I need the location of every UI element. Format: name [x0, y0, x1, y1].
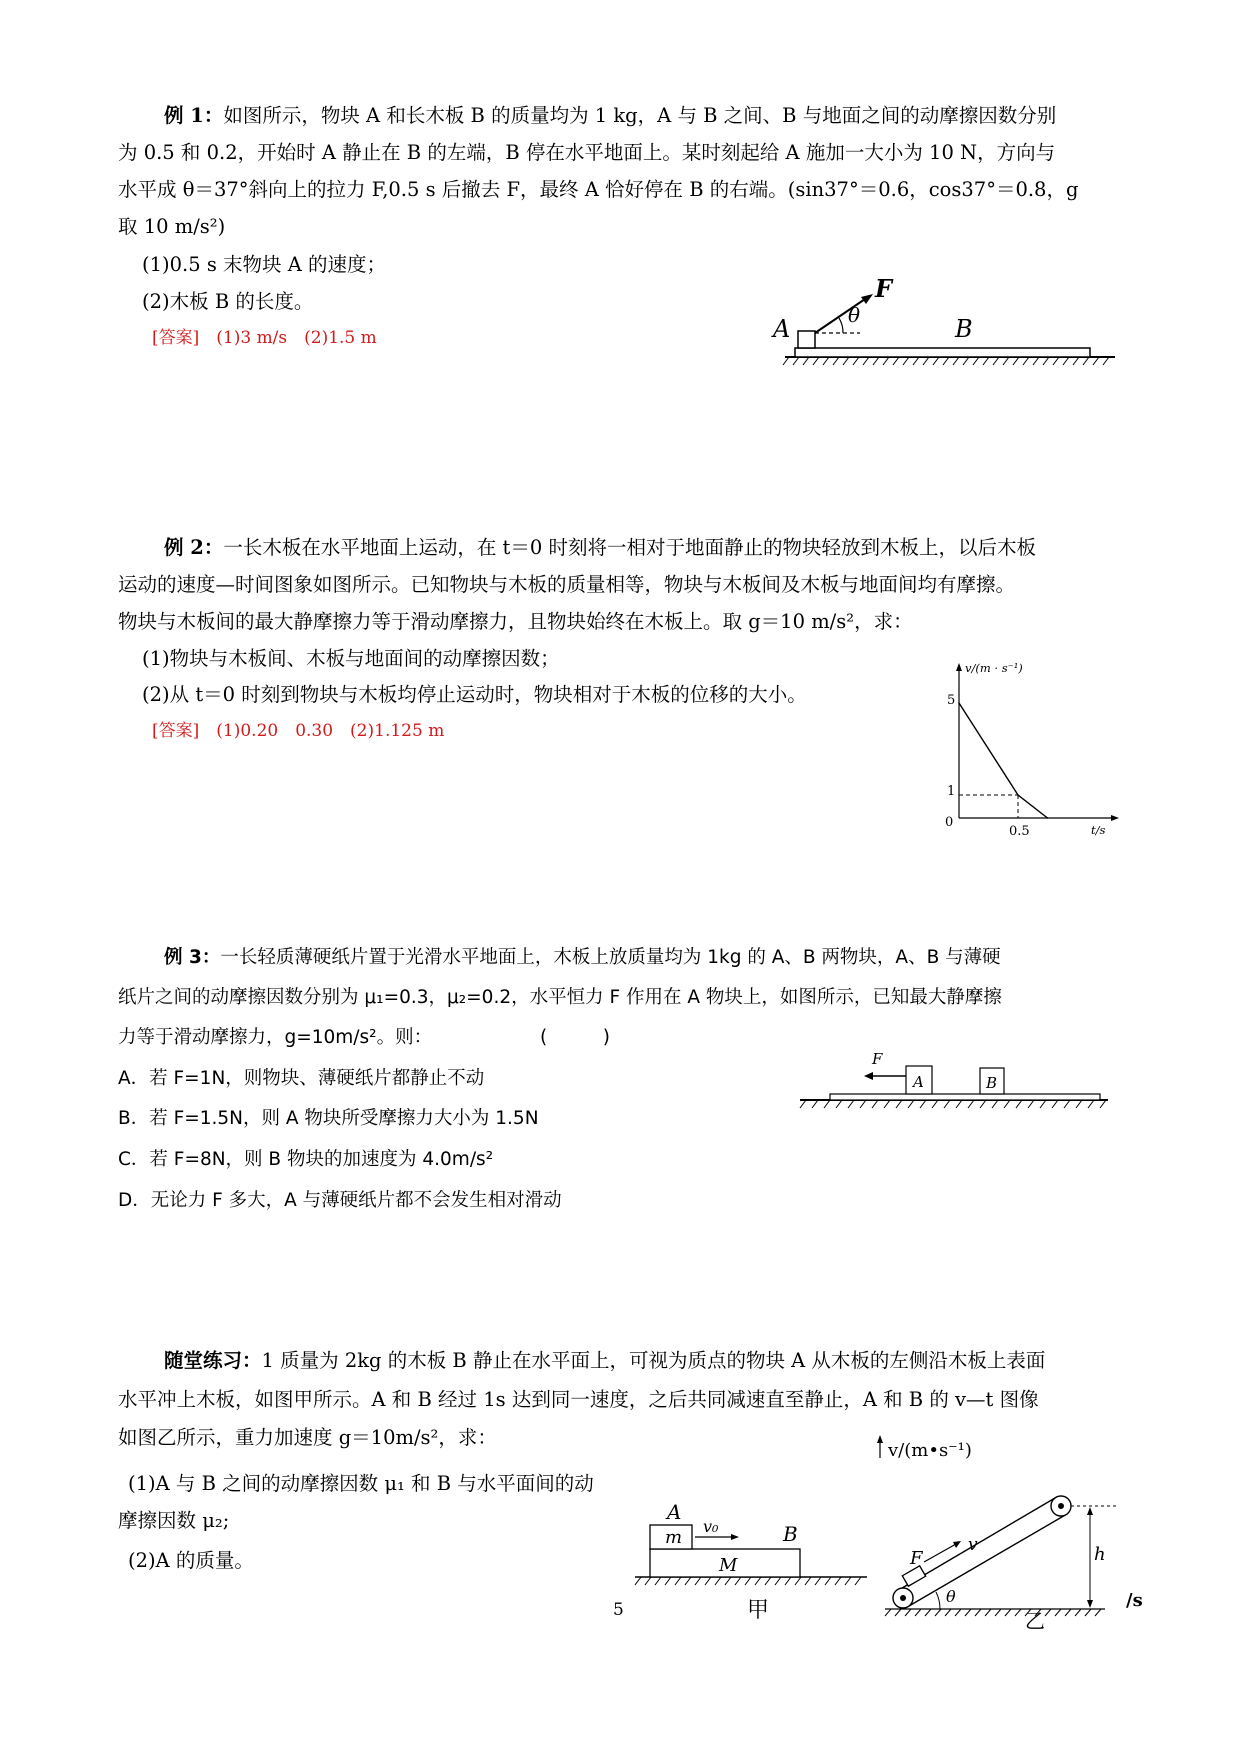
practice-figure-yi: [880, 1432, 1150, 1632]
ex3-answer-blank: ( ): [540, 1027, 610, 1048]
label-theta: θ: [848, 303, 861, 327]
label-a: A: [667, 1500, 682, 1524]
label-f: F: [875, 274, 893, 303]
caption-jia: 甲: [747, 1598, 770, 1623]
ex3-line3: 力等于滑动摩擦力，g=10m/s²。则：: [118, 1027, 433, 1048]
block-a: [798, 331, 815, 348]
label-b: B: [955, 315, 973, 343]
ex2-line2: 运动的速度—时间图象如图所示。已知物块与木板的质量相等，物块与木板间及木板与地面间均有摩擦。: [118, 573, 1016, 596]
ex2-answer: [答案] (1)0.20 0.30 (2)1.125 m: [152, 721, 445, 741]
caption-yi: 乙: [1025, 1609, 1045, 1633]
belt-lower: [909, 1514, 1067, 1606]
x-axis-label: /s: [1126, 1590, 1143, 1611]
label-f: F: [872, 1050, 883, 1068]
paper-sheet: [830, 1094, 1100, 1100]
label-v: v: [968, 1535, 978, 1555]
ex2-line1: 例 2：一长木板在水平地面上运动，在 t＝0 时刻将一相对于地面静止的物块轻放到木板上，以后木板: [164, 536, 1036, 559]
ex1-figure: [765, 275, 1145, 365]
label-a: A: [773, 315, 791, 343]
ex1-line1: 例 1：如图所示，物块 A 和长木板 B 的质量均为 1 kg，A 与 B 之间、B 与地面之间的动摩擦因数分别: [164, 104, 1057, 127]
data-point: [1047, 817, 1049, 819]
tick-y-5: 5: [947, 693, 956, 708]
tick-x-0.5: 0.5: [1009, 824, 1030, 839]
ex3-option-d[interactable]: D．无论力 F 多大，A 与薄硬纸片都不会发生相对滑动: [118, 1190, 562, 1211]
label-theta: θ: [946, 1587, 956, 1606]
ex3-option-a[interactable]: A．若 F=1N，则物块、薄硬纸片都静止不动: [118, 1068, 485, 1089]
label-h: h: [1094, 1544, 1106, 1565]
force-arrow: [815, 297, 868, 333]
practice-line3: 如图乙所示，重力加速度 g＝10m/s²，求：: [118, 1426, 497, 1449]
ex2-vt-chart: [945, 660, 1125, 840]
practice-question-1a: (1)A 与 B 之间的动摩擦因数 μ₁ 和 B 与水平面间的动: [128, 1472, 594, 1495]
tick-y-1: 1: [947, 784, 956, 799]
label-m-big: M: [719, 1555, 738, 1576]
ex3-option-b[interactable]: B．若 F=1.5N，则 A 物块所受摩擦力大小为 1.5N: [118, 1108, 539, 1129]
label-v0: v₀: [703, 1517, 719, 1536]
y-axis-label: v/(m · s⁻¹): [965, 661, 1023, 675]
series-line: [959, 703, 1048, 818]
ex3-label: 例 3：: [164, 947, 221, 968]
ex1-answer: [答案] (1)3 m/s (2)1.5 m: [152, 328, 377, 348]
ex1-line2: 为 0.5 和 0.2，开始时 A 静止在 B 的左端，B 停在水平地面上。某时刻起给 A 施加一大小为 10 N，方向与: [118, 141, 1056, 164]
data-point: [1017, 794, 1019, 796]
practice-question-2: (2)A 的质量。: [128, 1549, 254, 1572]
y-axis-label: v/(m•s⁻¹): [888, 1440, 972, 1461]
ex2-question-2: (2)从 t＝0 时刻到物块与木板均停止运动时，物块相对于木板的位移的大小。: [142, 683, 807, 706]
ex2-line3: 物块与木板间的最大静摩擦力等于滑动摩擦力，且物块始终在木板上。取 g＝10 m/s²，求：: [118, 610, 913, 633]
ex3-option-c[interactable]: C．若 F=8N，则 B 物块的加速度为 4.0m/s²: [118, 1149, 494, 1170]
label-b: B: [783, 1522, 798, 1546]
label-f: F: [910, 1548, 923, 1569]
ex3-line2: 纸片之间的动摩擦因数分别为 μ₁=0.3，μ₂=0.2，水平恒力 F 作用在 A 物块上，如图所示，已知最大静摩擦: [118, 987, 1002, 1008]
ex1-question-1: (1)0.5 s 末物块 A 的速度；: [142, 253, 387, 276]
practice-question-1b: 摩擦因数 μ₂;: [118, 1509, 230, 1532]
label-b: B: [986, 1074, 998, 1092]
ex1-line4: 取 10 m/s²): [118, 215, 226, 238]
data-point: [958, 702, 960, 704]
x-axis-label: t/s: [1091, 823, 1106, 837]
practice-line2: 水平冲上木板，如图甲所示。A 和 B 经过 1s 达到同一速度，之后共同减速直至静止，A 和 B 的 v—t 图像: [118, 1388, 1039, 1411]
ex1-question-2: (2)木板 B 的长度。: [142, 290, 314, 313]
ex1-label: 例 1：: [164, 104, 224, 127]
ex3-figure: [800, 1040, 1120, 1115]
tick-origin: 0: [945, 815, 954, 830]
page-number: 5: [613, 1600, 624, 1620]
ex3-line1: 例 3：一长轻质薄硬纸片置于光滑水平地面上，木板上放质量均为 1kg 的 A、B 两物块，A、B 与薄硬: [164, 947, 1001, 968]
label-m-small: m: [665, 1527, 683, 1548]
practice-label: 随堂练习：: [164, 1349, 262, 1372]
ex2-question-1: (1)物块与木板间、木板与地面间的动摩擦因数；: [142, 647, 560, 670]
board-b: [795, 348, 1090, 357]
practice-figure-jia: [635, 1485, 870, 1625]
label-a: A: [913, 1073, 924, 1091]
ex2-label: 例 2：: [164, 536, 224, 559]
ex1-line3: 水平成 θ＝37°斜向上的拉力 F,0.5 s 后撤去 F，最终 A 恰好停在 B 的右端。(sin37°＝0.6，cos37°＝0.8，g: [118, 178, 1079, 201]
practice-line1: 随堂练习：1 质量为 2kg 的木板 B 静止在水平面上，可视为质点的物块 A 从木板的左侧沿木板上表面: [164, 1349, 1046, 1372]
